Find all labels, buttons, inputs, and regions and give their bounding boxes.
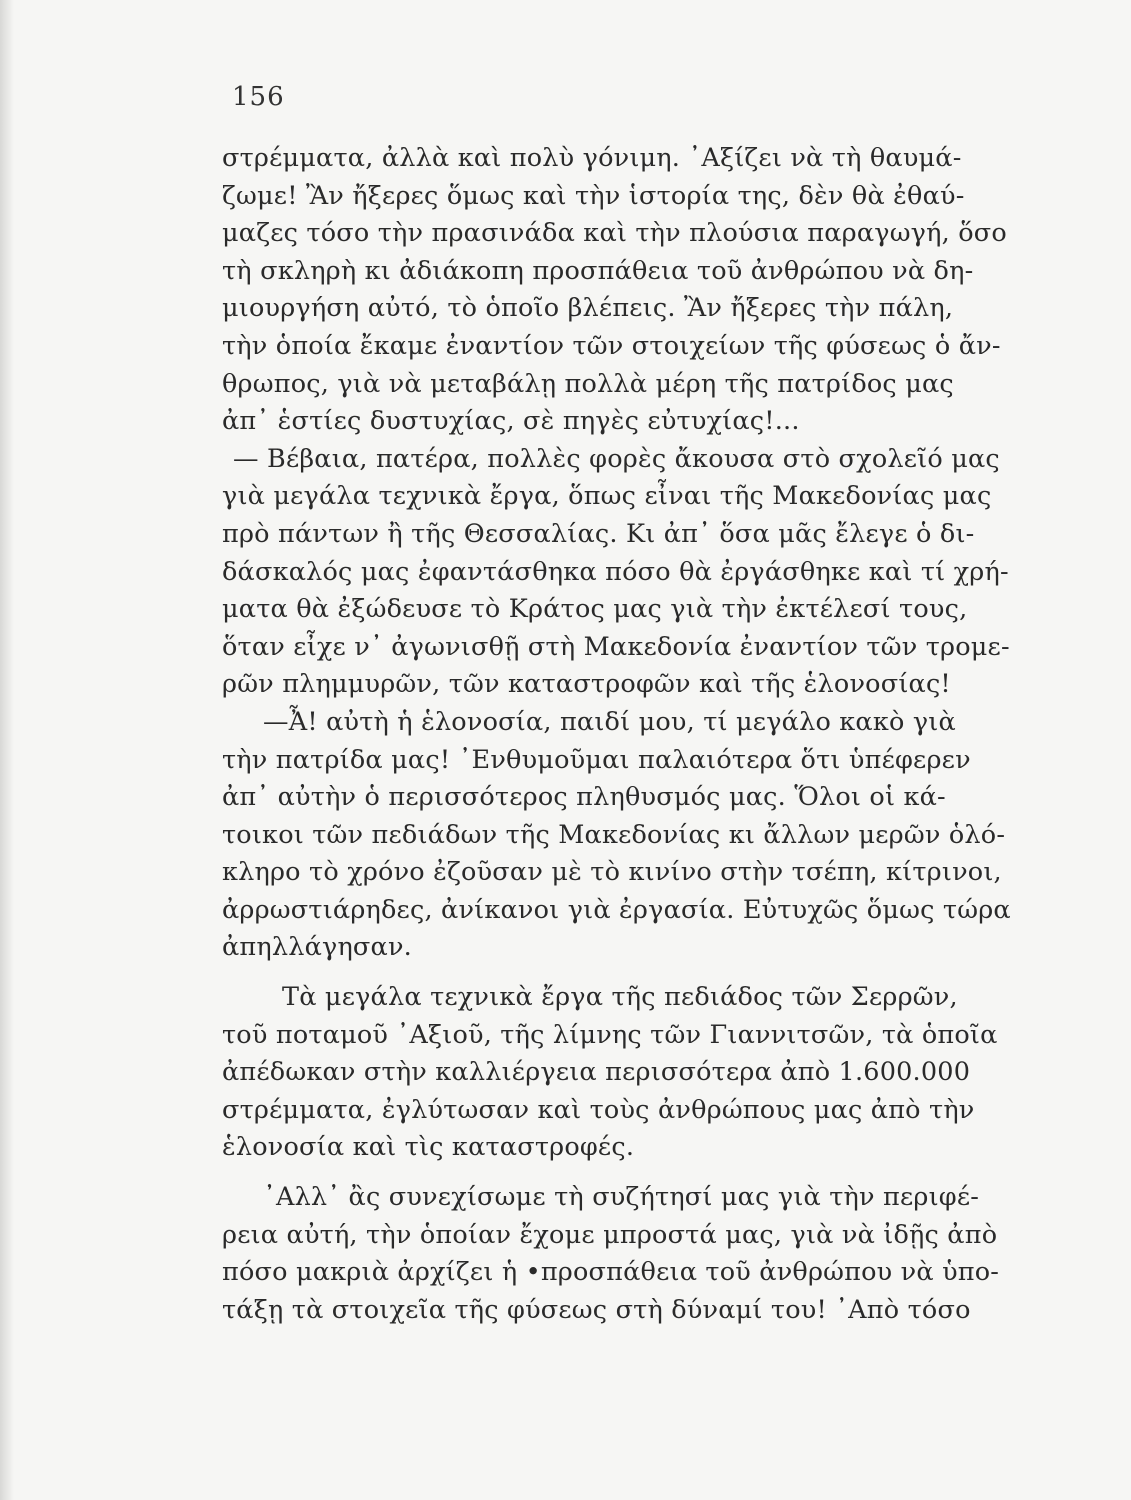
text-line: μιουργήση αὐτό, τὸ ὁποῖο βλέπεις. Ἂν ἤξερες τὴν πάλη, — [222, 293, 954, 324]
text-line: Τὰ μεγάλα τεχνικὰ ἔργα τῆς πεδιάδος τῶν Σερρῶν, — [282, 982, 958, 1013]
body-text — [222, 140, 1052, 1329]
text-line: μαζες τόσο τὴν πρασινάδα καὶ τὴν πλούσια παραγωγή, ὅσο — [222, 218, 1007, 249]
text-line: δάσκαλός μας ἐφαντάσθηκα πόσο θὰ ἐργάσθηκε καὶ τί χρή- — [222, 556, 1009, 587]
text-line: ἀρρωστιάρηδες, ἀνίκανοι γιὰ ἐργασία. Εὐτυχῶς ὅμως τώρα — [222, 894, 1011, 925]
text-line: ἀπέδωκαν στὴν καλλιέργεια περισσότερα ἀπὸ 1.600.000 — [222, 1057, 971, 1088]
text-line: γιὰ μεγάλα τεχνικὰ ἔργα, ὅπως εἶναι τῆς Μακεδονίας μας — [222, 481, 992, 512]
text-line: στρέμματα, ἀλλὰ καὶ πολὺ γόνιμη. ᾿Αξίζει νὰ τὴ θαυμά- — [222, 143, 962, 173]
text-line: πόσο μακριὰ ἀρχίζει ἡ •προσπάθεια τοῦ ἀνθρώπου νὰ ὑπο- — [222, 1257, 1000, 1288]
text-line: κληρο τὸ χρόνο ἐζοῦσαν μὲ τὸ κινίνο στὴν τσέπη, κίτρινοι, — [222, 857, 1002, 888]
text-line: στρέμματα, ἐγλύτωσαν καὶ τοὺς ἀνθρώπους μας ἀπὸ τὴν — [222, 1094, 975, 1125]
text-line: τὴν πατρίδα μας! ᾿Ενθυμοῦμαι παλαιότερα ὅτι ὑπέφερεν — [222, 744, 971, 775]
text-line: τοῦ ποταμοῦ ᾿Αξιοῦ, τῆς λίμνης τῶν Γιαννιτσῶν, τὰ ὁποῖα — [222, 1019, 998, 1050]
text-line: θρωπος, γιὰ νὰ μεταβάλῃ πολλὰ μέρη τῆς πατρίδος μας — [222, 368, 954, 399]
text-line: —Ἆ! αὐτὴ ἡ ἑλονοσία, παιδί μου, τί μεγάλο κακὸ γιὰ — [263, 706, 956, 737]
text-line: ρῶν πλημμυρῶν, τῶν καταστροφῶν καὶ τῆς ἑλονοσίας! — [222, 669, 951, 700]
text-line: ᾿Αλλ᾿ ἂς συνεχίσωμε τὴ συζήτησί μας γιὰ τὴν περιφέ- — [263, 1182, 980, 1213]
scan-shadow-edge — [0, 0, 14, 1500]
text-line: ἀπηλλάγησαν. — [222, 932, 412, 963]
text-line: ζωμε! Ἂν ἤξερες ὅμως καὶ τὴν ἱστορία της, δὲν θὰ ἐθαύ- — [222, 180, 965, 211]
text-line: πρὸ πάντων ἢ τῆς Θεσσαλίας. Κι ἀπ᾿ ὅσα μᾶς ἔλεγε ὁ δι- — [222, 518, 975, 549]
text-line: τὴν ὁποία ἔκαμε ἐναντίον τῶν στοιχείων τῆς φύσεως ὁ ἄν- — [222, 330, 1001, 361]
text-line: ματα θὰ ἐξώδευσε τὸ Κράτος μας γιὰ τὴν ἐκτέλεσί τους, — [222, 594, 968, 625]
text-line: τοικοι τῶν πεδιάδων τῆς Μακεδονίας κι ἄλλων μερῶν ὁλό- — [222, 819, 1006, 850]
text-line: ἑλονοσία καὶ τὶς καταστροφές. — [222, 1132, 635, 1163]
text-line: τὴ σκληρὴ κι ἀδιάκοπη προσπάθεια τοῦ ἀνθρώπου νὰ δη- — [222, 255, 974, 286]
text-line: ἀπ᾿ ἑστίες δυστυχίας, σὲ πηγὲς εὐτυχίας!... — [222, 406, 800, 437]
page-number: 156 — [232, 82, 285, 112]
text-line: ἀπ᾿ αὐτὴν ὁ περισσότερος πληθυσμός μας. Ὅλοι οἱ κά- — [222, 782, 946, 813]
text-line: ρεια αὐτή, τὴν ὁποίαν ἔχομε μπροστά μας, γιὰ νὰ ἰδῇς ἀπὸ — [222, 1219, 998, 1250]
text-line: — Βέβαια, πατέρα, πολλὲς φορὲς ἄκουσα στὸ σχολεῖό μας — [233, 443, 1000, 474]
text-line: ὅταν εἶχε ν᾿ ἀγωνισθῇ στὴ Μακεδονία ἐναντίον τῶν τρομε- — [222, 631, 1010, 662]
text-line: τάξῃ τὰ στοιχεῖα τῆς φύσεως στὴ δύναμί του! ᾿Απὸ τόσο — [222, 1294, 971, 1325]
